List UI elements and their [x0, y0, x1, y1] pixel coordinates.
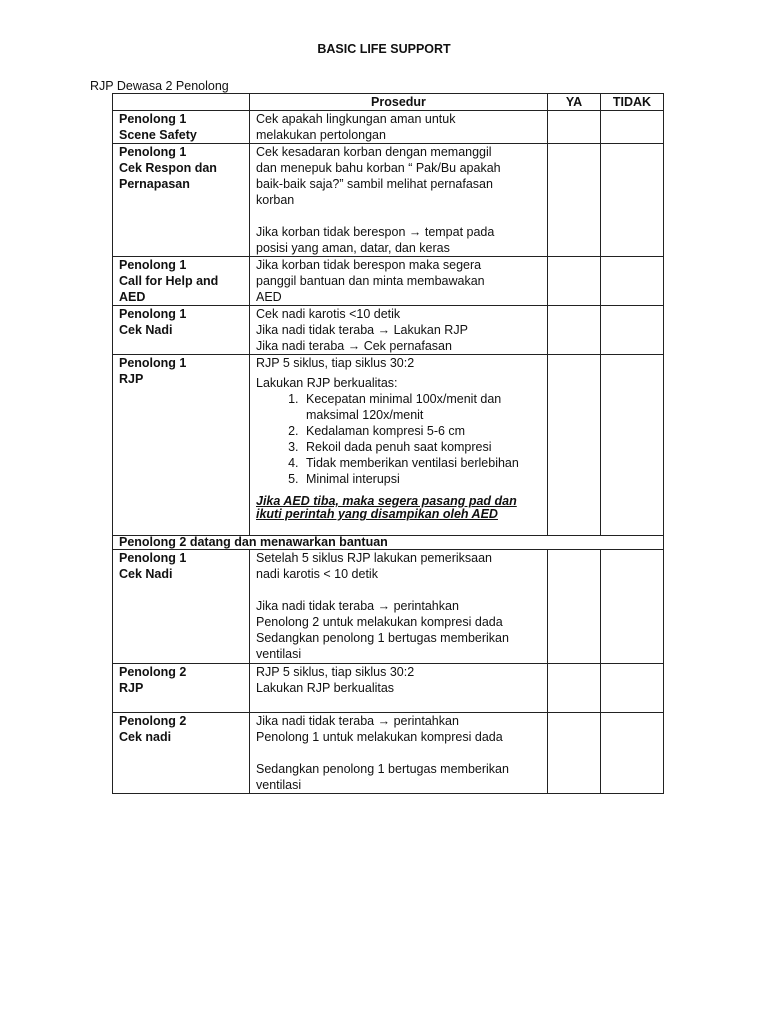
- table-row: [113, 306, 664, 355]
- procedure-line: Penolong 1 untuk melakukan kompresi dada: [256, 730, 503, 744]
- procedure-line: posisi yang aman, datar, dan keras: [256, 241, 450, 255]
- yes-checkbox-cell[interactable]: [548, 306, 601, 355]
- procedure-line: Cek kesadaran korban dengan memanggil: [256, 145, 492, 159]
- list-item: 5. Minimal interupsi: [302, 471, 541, 487]
- procedure-line: AED: [256, 290, 282, 304]
- no-checkbox-cell[interactable]: [601, 306, 664, 355]
- aed-note: Jika AED tiba, maka segera pasang pad dan ikuti perintah yang disampikan oleh AED: [256, 494, 517, 521]
- table-body-part2: [113, 550, 664, 794]
- role-line: Penolong 1: [119, 307, 187, 321]
- yes-checkbox-cell[interactable]: [548, 257, 601, 306]
- role-line: Cek nadi: [119, 730, 172, 744]
- procedure-cell: [250, 355, 548, 536]
- no-checkbox-cell[interactable]: [601, 713, 664, 794]
- yes-checkbox-cell[interactable]: [548, 550, 601, 664]
- list-item: 1. Kecepatan minimal 100x/menit dan maksimal 120x/menit: [302, 391, 541, 423]
- procedure-line: Jika nadi tidak teraba → Lakukan RJP: [256, 323, 468, 337]
- role-line: Call for Help and: [119, 274, 219, 288]
- procedure-line: panggil bantuan dan minta membawakan: [256, 274, 485, 288]
- procedure-line: ventilasi: [256, 778, 302, 792]
- no-checkbox-cell[interactable]: [601, 355, 664, 536]
- no-checkbox-cell[interactable]: [601, 664, 664, 713]
- table-row: [113, 664, 664, 713]
- yes-checkbox-cell[interactable]: [548, 144, 601, 257]
- procedure-line: melakukan pertolongan: [256, 128, 386, 142]
- list-item: 4. Tidak memberikan ventilasi berlebihan: [302, 455, 541, 471]
- procedure-line: Lakukan RJP berkualitas: [256, 681, 395, 695]
- procedure-cell: [250, 306, 548, 355]
- role-cell: [113, 111, 250, 144]
- table-row: [113, 111, 664, 144]
- procedure-cell: [250, 257, 548, 306]
- role-line: Penolong 1: [119, 145, 187, 159]
- procedure-line: Cek apakah lingkungan aman untuk: [256, 112, 456, 126]
- no-checkbox-cell[interactable]: [601, 144, 664, 257]
- no-checkbox-cell[interactable]: [601, 111, 664, 144]
- section-subtitle: RJP Dewasa 2 Penolong: [90, 79, 229, 93]
- checklist-table: [112, 93, 664, 794]
- procedure-line: RJP 5 siklus, tiap siklus 30:2: [256, 356, 415, 370]
- role-line: Cek Respon dan: [119, 161, 217, 175]
- no-checkbox-cell[interactable]: [601, 550, 664, 664]
- role-line: Cek Nadi: [119, 323, 173, 337]
- role-line: Penolong 1: [119, 258, 187, 272]
- procedure-cell: [250, 550, 548, 664]
- table-row: [113, 144, 664, 257]
- role-cell: [113, 257, 250, 306]
- role-cell: [113, 355, 250, 536]
- procedure-line: nadi karotis < 10 detik: [256, 567, 378, 581]
- header-procedure: Prosedur: [250, 94, 548, 111]
- no-checkbox-cell[interactable]: [601, 257, 664, 306]
- table-row: [113, 713, 664, 794]
- role-cell: [113, 306, 250, 355]
- header-yes: YA: [548, 94, 601, 111]
- yes-checkbox-cell[interactable]: [548, 664, 601, 713]
- procedure-line: Jika nadi teraba → Cek pernafasan: [256, 339, 452, 353]
- role-line: Scene Safety: [119, 128, 197, 142]
- table-row-rjp: [113, 355, 664, 536]
- role-line: AED: [119, 290, 146, 304]
- page-title: BASIC LIFE SUPPORT: [317, 42, 451, 56]
- list-item: 3. Rekoil dada penuh saat kompresi: [302, 439, 541, 455]
- procedure-line: Sedangkan penolong 1 bertugas memberikan: [256, 762, 509, 776]
- yes-checkbox-cell[interactable]: [548, 713, 601, 794]
- yes-checkbox-cell[interactable]: [548, 355, 601, 536]
- procedure-line: korban: [256, 193, 295, 207]
- section-label: Penolong 2 datang dan menawarkan bantuan: [113, 536, 664, 550]
- procedure-cell: [250, 664, 548, 713]
- procedure-line: Sedangkan penolong 1 bertugas memberikan: [256, 631, 509, 645]
- yes-checkbox-cell[interactable]: [548, 111, 601, 144]
- procedure-line: Penolong 2 untuk melakukan kompresi dada: [256, 615, 503, 629]
- procedure-cell: [250, 144, 548, 257]
- header-no: TIDAK: [601, 94, 664, 111]
- role-cell: [113, 713, 250, 794]
- role-line: Penolong 2: [119, 714, 187, 728]
- role-line: Pernapasan: [119, 177, 190, 191]
- procedure-line: Jika nadi tidak teraba → perintahkan: [256, 599, 459, 613]
- table-row: [113, 257, 664, 306]
- procedure-cell: [250, 111, 548, 144]
- role-cell: [113, 550, 250, 664]
- procedure-line: Cek nadi karotis <10 detik: [256, 307, 401, 321]
- role-line: Penolong 1: [119, 356, 187, 370]
- role-cell: [113, 664, 250, 713]
- quality-steps-list: [256, 391, 541, 487]
- role-line: RJP: [119, 372, 144, 386]
- section-row: [113, 536, 664, 550]
- role-cell: [113, 144, 250, 257]
- procedure-line: baik-baik saja?” sambil melihat pernafasan: [256, 177, 493, 191]
- procedure-line: Jika korban tidak berespon → tempat pada: [256, 225, 495, 239]
- role-line: Cek Nadi: [119, 567, 173, 581]
- table-body-part1: [113, 111, 664, 355]
- table-header-row: [113, 94, 664, 111]
- table-row: [113, 550, 664, 664]
- procedure-line: Jika nadi tidak teraba → perintahkan: [256, 714, 459, 728]
- header-role: [113, 94, 250, 111]
- role-line: Penolong 2: [119, 665, 187, 679]
- role-line: RJP: [119, 681, 144, 695]
- table-body-rjp: [113, 355, 664, 550]
- list-item: 2. Kedalaman kompresi 5-6 cm: [302, 423, 541, 439]
- procedure-line: Setelah 5 siklus RJP lakukan pemeriksaan: [256, 551, 493, 565]
- procedure-line: ventilasi: [256, 647, 302, 661]
- procedure-line: Lakukan RJP berkualitas:: [256, 376, 398, 390]
- procedure-line: dan menepuk bahu korban “ Pak/Bu apakah: [256, 161, 501, 175]
- procedure-line: Jika korban tidak berespon maka segera: [256, 258, 482, 272]
- procedure-cell: [250, 713, 548, 794]
- role-line: Penolong 1: [119, 551, 187, 565]
- procedure-line: RJP 5 siklus, tiap siklus 30:2: [256, 665, 415, 679]
- role-line: Penolong 1: [119, 112, 187, 126]
